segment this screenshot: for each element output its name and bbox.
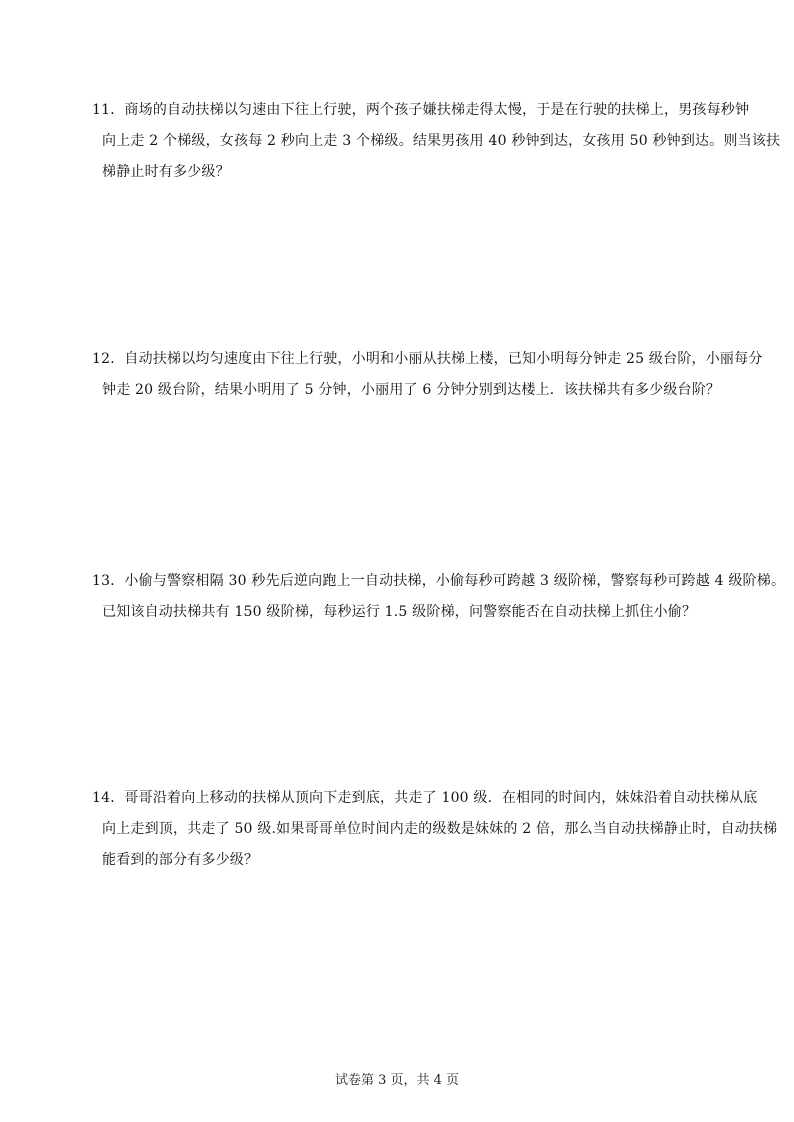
question-12 [92, 344, 763, 406]
question-14-line-2: 向上走到顶，共走了 50 级.如果哥哥单位时间内走的级数是妹妹的 2 倍，那么当自动扶梯静止时，自动扶梯 [102, 821, 778, 837]
question-14-line-1: 14．哥哥沿着向上移动的扶梯从顶向下走到底，共走了 100 级．在相同的时间内，妹妹沿着自动扶梯从底 [92, 790, 758, 806]
question-11-line-1: 11．商场的自动扶梯以匀速由下往上行驶，两个孩子嫌扶梯走得太慢，于是在行驶的扶梯上，男孩每秒钟 [92, 102, 750, 118]
page-number-label: 试卷第 3 页，共 4 页 [334, 1073, 460, 1088]
question-12-line-1: 12．自动扶梯以均匀速度由下往上行驶，小明和小丽从扶梯上楼，已知小明每分钟走 25 级台阶，小丽每分 [92, 351, 763, 367]
question-13-line-1: 13．小偷与警察相隔 30 秒先后逆向跑上一自动扶梯，小偷每秒可跨越 3 级阶梯，警察每秒可跨越 4 级阶梯。 [92, 573, 786, 589]
question-11-line-2: 向上走 2 个梯级，女孩每 2 秒向上走 3 个梯级。结果男孩用 40 秒钟到达，女孩用 50 秒钟到达。则当该扶 [102, 133, 781, 149]
question-11 [92, 95, 781, 188]
question-14 [92, 783, 778, 876]
question-11-line-3: 梯静止时有多少级？ [102, 164, 230, 180]
question-13 [92, 566, 786, 628]
question-14-line-3: 能看到的部分有多少级？ [102, 852, 259, 868]
page-footer [0, 1069, 794, 1088]
question-13-line-2: 已知该自动扶梯共有 150 级阶梯，每秒运行 1.5 级阶梯，问警察能否在自动扶梯上抓住小偷？ [102, 604, 697, 620]
question-12-line-2: 钟走 20 级台阶，结果小明用了 5 分钟，小丽用了 6 分钟分别到达楼上．该扶梯共有多少级台阶？ [102, 382, 721, 398]
